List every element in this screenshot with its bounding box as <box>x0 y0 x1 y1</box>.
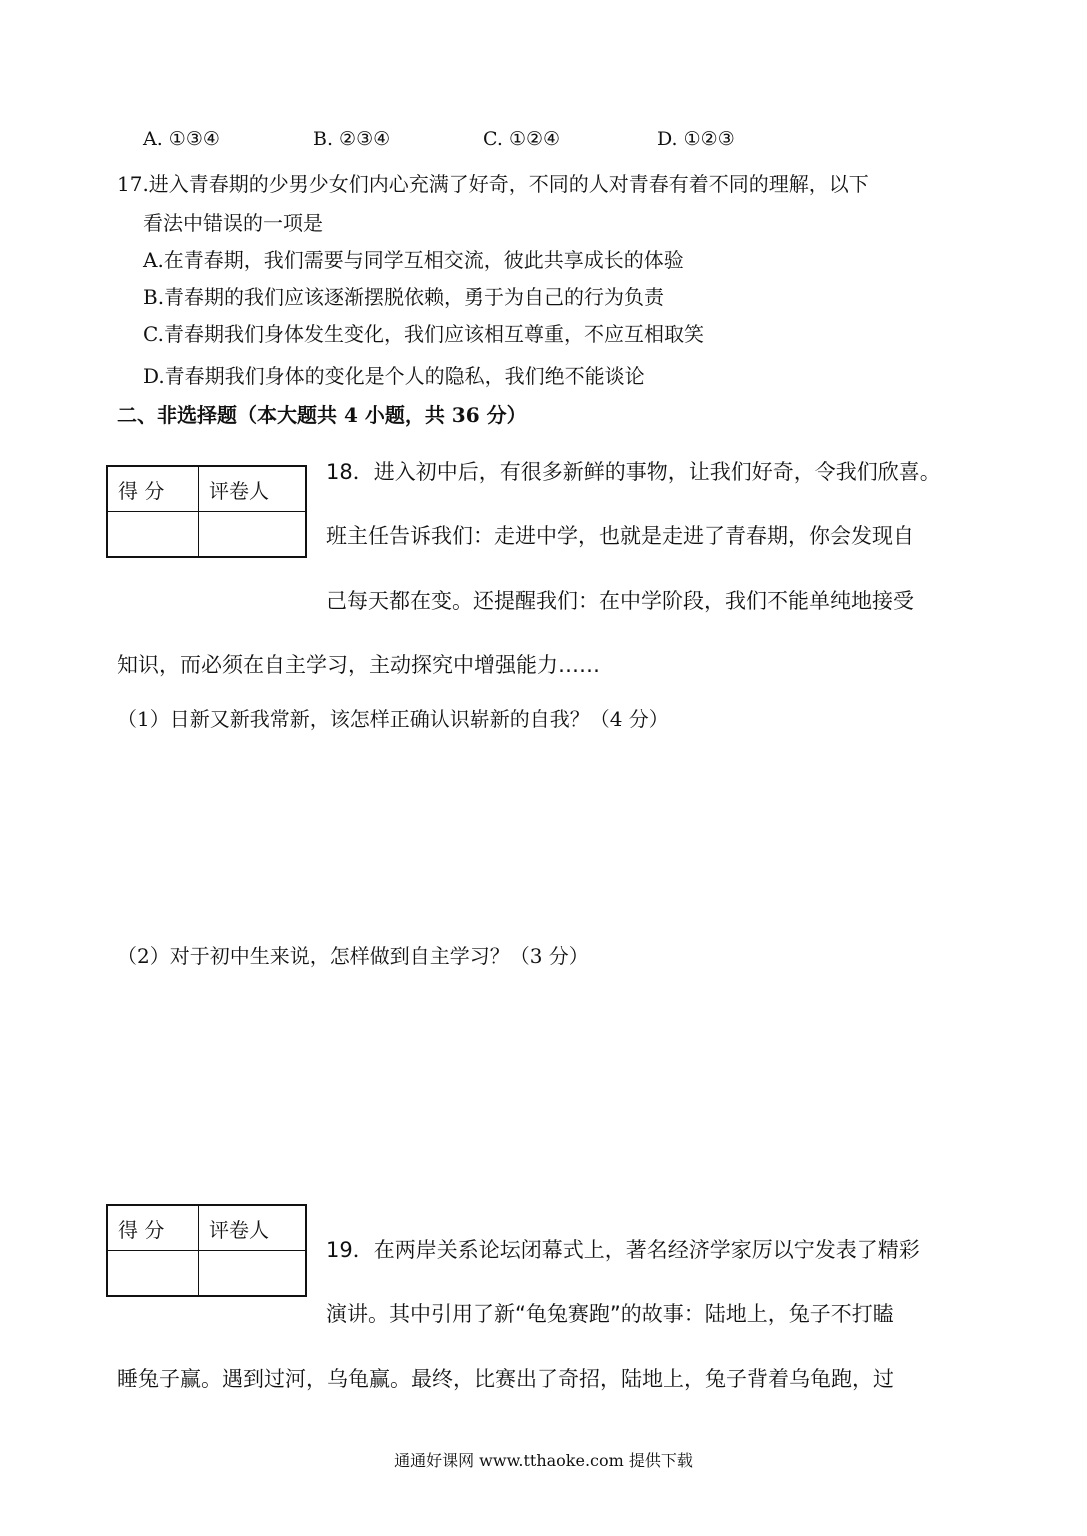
grader-label: 评卷人 <box>199 1205 307 1251</box>
q16-option-c: C. ①②④ <box>483 128 561 150</box>
q18-sub2: （2）对于初中生来说，怎样做到自主学习？（3 分） <box>117 944 589 968</box>
score-label: 得 分 <box>107 1205 199 1251</box>
q19-line3: 睡兔子赢。遇到过河，乌龟赢。最终，比赛出了奇招，陆地上，兔子背着乌龟跑，过 <box>117 1367 894 1391</box>
q18-line1: 18．进入初中后，有很多新鲜的事物，让我们好奇，令我们欣喜。 <box>326 460 941 484</box>
grader-label: 评卷人 <box>199 466 307 512</box>
q18-line4: 知识，而必须在自主学习，主动探究中增强能力…… <box>117 653 600 677</box>
q18-sub1: （1）日新又新我常新，该怎样正确认识崭新的自我？（4 分） <box>117 707 669 731</box>
grader-cell <box>199 1251 307 1297</box>
score-table-q19 <box>106 1204 307 1297</box>
q17-stem-line2: 看法中错误的一项是 <box>143 211 323 235</box>
score-table-q18 <box>106 465 307 558</box>
q19-line2: 演讲。其中引用了新“龟兔赛跑”的故事：陆地上，兔子不打瞌 <box>326 1302 894 1326</box>
score-label: 得 分 <box>107 466 199 512</box>
score-cell <box>107 1251 199 1297</box>
q17-option-d: D.青春期我们身体的变化是个人的隐私，我们绝不能谈论 <box>143 364 645 388</box>
grader-cell <box>199 512 307 558</box>
q17-option-a: A.在青春期，我们需要与同学互相交流，彼此共享成长的体验 <box>143 248 684 272</box>
q17-option-b: B.青春期的我们应该逐渐摆脱依赖，勇于为自己的行为负责 <box>143 285 665 309</box>
q16-option-b: B. ②③④ <box>313 128 391 150</box>
q18-line3: 己每天都在变。还提醒我们：在中学阶段，我们不能单纯地接受 <box>326 589 914 613</box>
q17-option-c: C.青春期我们身体发生变化，我们应该相互尊重，不应互相取笑 <box>143 322 704 346</box>
q16-option-a: A. ①③④ <box>143 128 220 150</box>
score-cell <box>107 512 199 558</box>
section2-heading: 二、非选择题（本大题共 4 小题，共 36 分） <box>117 403 527 427</box>
q19-line1: 19．在两岸关系论坛闭幕式上，著名经济学家厉以宁发表了精彩 <box>326 1238 920 1262</box>
q18-line2: 班主任告诉我们：走进中学，也就是走进了青春期，你会发现自 <box>326 524 914 548</box>
page-footer: 通通好课网 www.tthaoke.com 提供下载 <box>394 1451 693 1470</box>
q16-option-d: D. ①②③ <box>657 128 735 150</box>
q17-stem-line1: 17.进入青春期的少男少女们内心充满了好奇，不同的人对青春有着不同的理解，以下 <box>117 172 869 196</box>
